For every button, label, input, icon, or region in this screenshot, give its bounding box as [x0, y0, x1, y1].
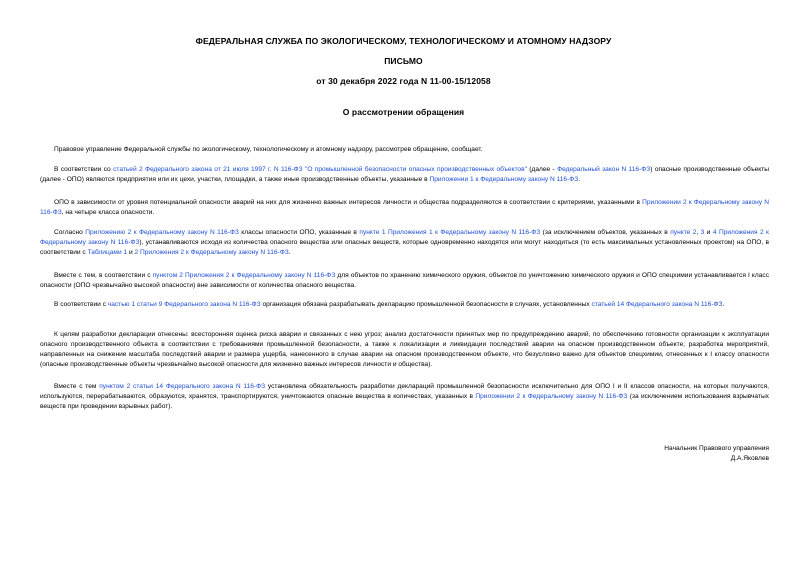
paragraph-chemical-weapons: [40, 271, 769, 291]
paragraph-text: для объектов по хранению химического оружия, объектов по уничтожению химического оружия и ОПО спецхимии устанавливается I класс опасности (ОПО чрезвычайно высокой опасности) вне зависимости от количества опасного вещества.: [40, 272, 769, 289]
paragraph-text: ОПО в зависимости от уровня потенциальной опасности аварий на них для жизненно важных интересов личности и общества подразделяются в соответствии с критериями, указанными в: [54, 199, 643, 206]
document-date-number: от 30 декабря 2022 года N 11-00-15/12058: [316, 76, 491, 86]
law-reference-link[interactable]: Приложении 2 к Федеральному закону N 116-ФЗ: [475, 393, 628, 400]
paragraph-text: , на четыре класса опасности.: [61, 209, 155, 216]
law-reference-link[interactable]: частью 1 статьи 9 Федерального закона N 116-ФЗ: [107, 301, 261, 308]
paragraph-text: К целям разработки декларации отнесены: всесторонняя оценка риска аварии и связанных с нею угроз; анализ достаточности принятых мер по предупреждению аварий, по обеспечению готовности организации к эксплуатации опасного производственного объекта в соответствии с требованиями промышленной безопасности, а также к локализации и ликвидации последствий аварии на опасном производственном объекте; разработка мероприятий, направленных на снижение масштаба последствий аварии и размера ущерба, нанесенного в случае аварии на опасном производственном объекте, что безусловно важно для объектов спецхимии, отнесенных к I классу опасности (опасные производственные объекты чрезвычайно высокой опасности для жизненно важных интересов личности и общества).: [40, 331, 769, 368]
signatory-position: Начальник Правового управления: [664, 445, 769, 452]
paragraph-text: (за исключением использования взрывчатых веществ при проведении взрывных работ).: [40, 393, 769, 410]
paragraph-text: .: [722, 301, 725, 308]
paragraph-opo-definition: [40, 165, 769, 185]
document-subject: О рассмотрении обращения: [342, 107, 465, 117]
law-reference-link[interactable]: пункте 2: [670, 229, 697, 236]
law-reference-link[interactable]: 4 Приложения 2 к Федеральному закону N 116-ФЗ: [40, 229, 769, 246]
paragraph-text: .: [578, 176, 581, 183]
paragraph-text: .: [288, 249, 291, 256]
paragraph-text: установлена обязательность разработки деклараций промышленной безопасности исключительно для ОПО I и II классов опасности, на которых получаются, используются, перерабатываются, образуются, хранятся, транспортируются, уничтожаются опасные вещества в количествах, указанных в: [40, 383, 770, 400]
paragraph-text: ) опасные производственные объекты (далее - ОПО) являются предприятия или их цехи, участки, площадки, а также иные производственные объекты, указанные в: [40, 166, 770, 183]
paragraph-text: Согласно: [54, 229, 86, 236]
law-reference-link[interactable]: статьей 14 Федерального закона N 116-ФЗ: [591, 301, 723, 308]
paragraph-text: организация обязана разрабатывать декларацию промышленной безопасности в случаях, установленных: [260, 301, 592, 308]
paragraph-declaration-content: [40, 330, 769, 370]
paragraph-text: Вместе с тем, в соответствии с: [54, 272, 153, 279]
law-reference-link[interactable]: пунктом 2 Приложения 2 к Федеральному закону N 116-ФЗ: [152, 272, 336, 279]
paragraph-text: Правовое управление Федеральной службы по экологическому, технологическому и атомному надзору, рассмотрев обращение, сообщает.: [54, 146, 483, 153]
paragraph-text: классы опасности ОПО, указанные в: [238, 229, 360, 236]
law-reference-link[interactable]: 2 Приложения 2 к Федеральному закону N 116-ФЗ: [134, 249, 289, 256]
paragraph-declaration-classes: [40, 382, 769, 412]
law-reference-link[interactable]: Таблицами 1: [87, 249, 128, 256]
law-reference-link[interactable]: пункте 1 Приложения 1 к Федеральному закону N 116-ФЗ: [359, 229, 541, 236]
signatory-name: Д.А.Яковлев: [730, 455, 769, 462]
law-reference-link[interactable]: Приложении 2 к Федеральному закону N 116-ФЗ: [40, 199, 769, 216]
law-reference-link[interactable]: 3: [700, 229, 705, 236]
paragraph-text: (за исключением объектов, указанных в: [540, 229, 671, 236]
law-reference-link[interactable]: статьей 2 Федерального закона от 21 июля 1997 г. N 116-ФЗ "О промышленной безопасности опасных производственных объектов": [113, 166, 527, 173]
paragraph-classes-assignment: [40, 228, 769, 258]
paragraph-opo-classes: [40, 198, 769, 218]
paragraph-text: В соответствии со: [54, 166, 114, 173]
law-reference-link[interactable]: пунктом 2 статьи 14 Федерального закона N 116-ФЗ: [99, 383, 266, 390]
paragraph-text: и: [127, 249, 135, 256]
paragraph-text: и: [704, 229, 713, 236]
paragraph-intro: [40, 145, 769, 155]
law-reference-link[interactable]: Приложению 2 к Федеральному закону N 116-ФЗ: [85, 229, 239, 236]
document-type: ПИСЬМО: [384, 56, 423, 66]
paragraph-declaration-duty: [40, 300, 769, 310]
agency-title: ФЕДЕРАЛЬНАЯ СЛУЖБА ПО ЭКОЛОГИЧЕСКОМУ, ТЕХНОЛОГИЧЕСКОМУ И АТОМНОМУ НАДЗОРУ: [195, 36, 612, 46]
paragraph-text: В соответствии с: [54, 301, 108, 308]
law-reference-link[interactable]: Приложении 1 к Федеральному закону N 116-ФЗ: [429, 176, 579, 183]
paragraph-text: (далее -: [526, 166, 558, 173]
paragraph-text: Вместе с тем: [54, 383, 100, 390]
signature-block: [664, 444, 769, 464]
paragraph-text: ,: [696, 229, 701, 236]
law-reference-link[interactable]: Федеральный закон N 116-ФЗ: [557, 166, 651, 173]
paragraph-text: ), устанавливаются исходя из количества опасного вещества или опасных веществ, которые одновременно находятся или могут находиться (то есть максимальных установленных проектом) на ОПО, в соответствии с: [40, 239, 769, 256]
